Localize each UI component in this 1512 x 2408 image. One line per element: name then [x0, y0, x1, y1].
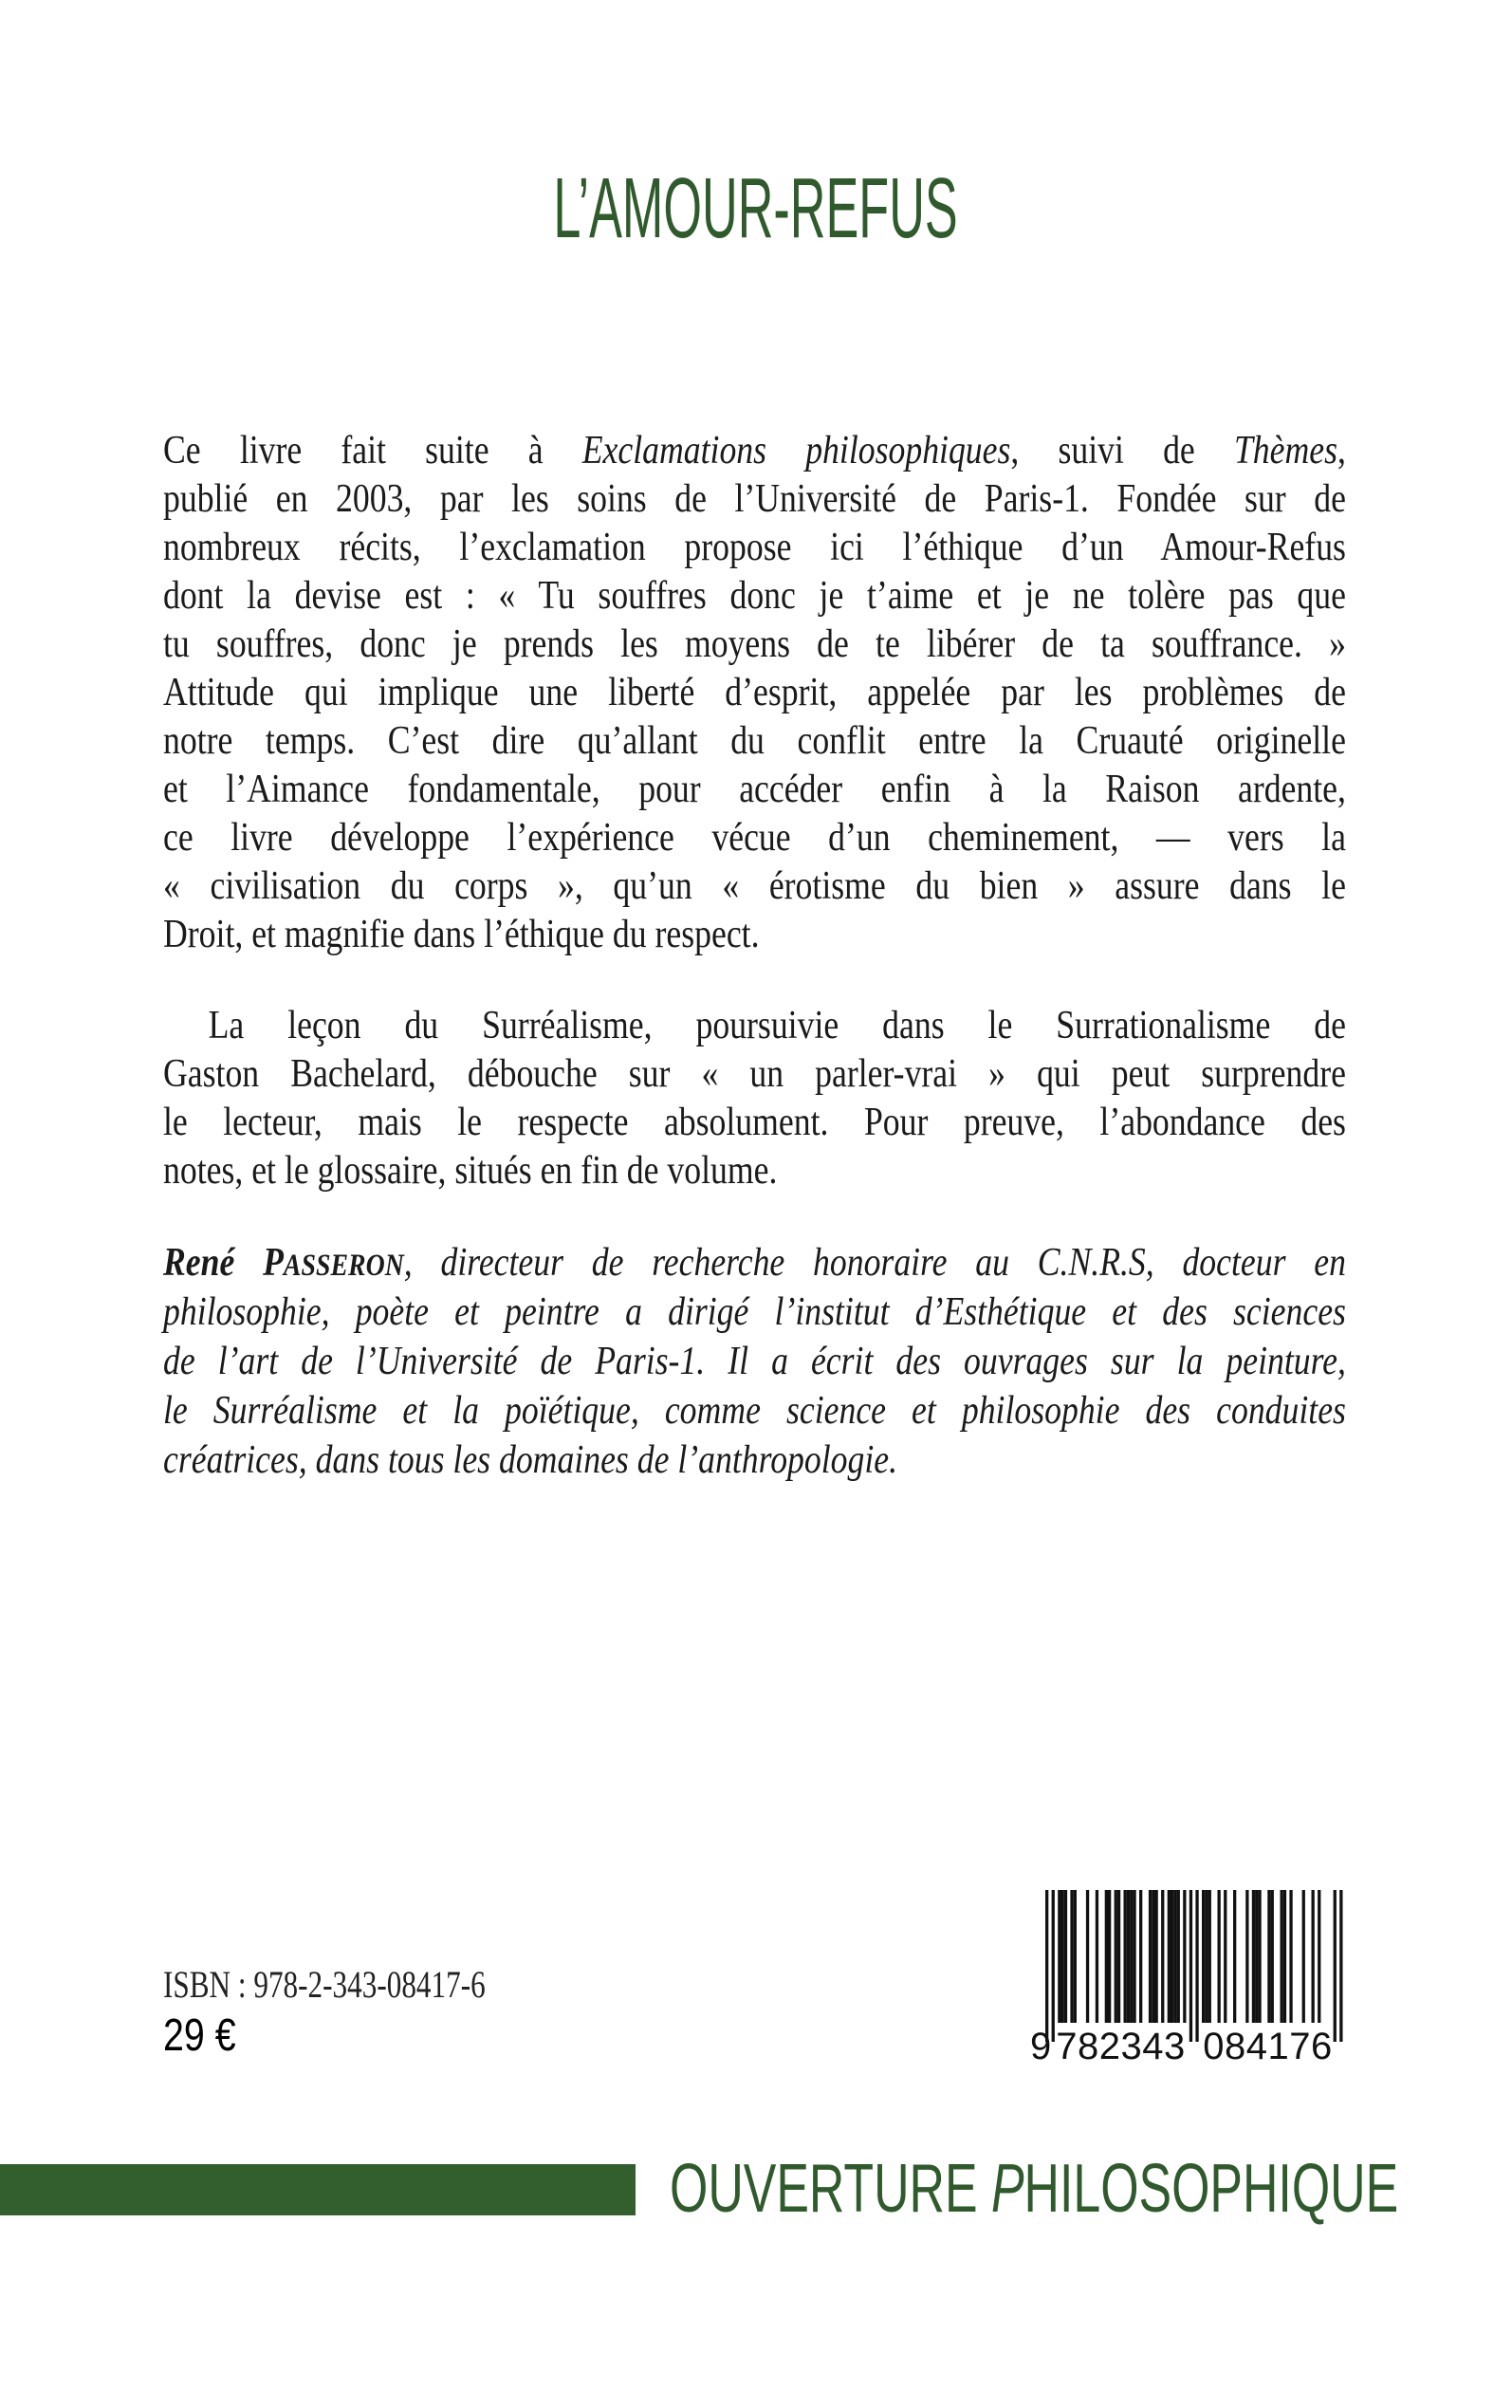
barcode-bar — [1139, 1890, 1142, 2023]
text-line — [163, 862, 1346, 911]
text-run: dont la devise est : « Tu souffres donc je t’aime et je ne tolère pas que — [163, 574, 1346, 618]
text-line — [163, 669, 1346, 717]
italic-text: Thèmes — [1233, 429, 1338, 472]
text-run: , suivi de — [1010, 429, 1234, 472]
barcode-bar — [1281, 1890, 1283, 2023]
text-run: notes, et le glossaire, situés en fin de volume. — [163, 1149, 778, 1193]
barcode-bar — [1334, 1890, 1337, 2042]
text-run: et l’Aimance fondamentale, pour accéder enfin à la Raison ardente, — [163, 768, 1346, 811]
text-run: Gaston Bachelard, débouche sur « un parler-vrai » qui peut surprendre — [163, 1052, 1346, 1096]
text-line — [163, 475, 1346, 524]
barcode-digits: 084176 — [1203, 2026, 1333, 2067]
barcode-bar — [1096, 1890, 1098, 2023]
barcode-bar — [1108, 1890, 1111, 2023]
italic-text: Exclamations philosophiques — [581, 429, 1011, 472]
barcode-bar — [1245, 1890, 1248, 2023]
price: 29 € — [163, 2010, 236, 2061]
barcode-bar — [1058, 1890, 1060, 2023]
barcode-bar — [1061, 1890, 1064, 2023]
text-run: créatrices, dans tous les domaines de l’anthropologie. — [163, 1438, 898, 1482]
barcode-bar — [1271, 1890, 1274, 2023]
barcode-bar — [1205, 1890, 1208, 2023]
book-title: L’AMOUR-REFUS — [553, 161, 959, 256]
barcode-bar — [1208, 1890, 1211, 2023]
barcode-bar — [1045, 1890, 1048, 2042]
barcode-bar — [1255, 1890, 1258, 2023]
barcode-bar — [1155, 1890, 1158, 2023]
barcode-bar — [1312, 1890, 1315, 2023]
series-color-bar — [0, 2164, 636, 2215]
barcode-bar — [1149, 1890, 1152, 2023]
barcode-bar — [1064, 1890, 1067, 2023]
barcode-bar — [1171, 1890, 1173, 2023]
text-run: nombreux récits, l’exclamation propose ici l’éthique d’un Amour-Refus — [163, 526, 1346, 569]
barcode-bar — [1252, 1890, 1255, 2023]
text-run: , — [1337, 429, 1346, 472]
barcode-bar — [1117, 1890, 1120, 2023]
text-run: René P — [163, 1241, 284, 1285]
barcode-bar — [1130, 1890, 1133, 2023]
barcode-bar — [1189, 1890, 1192, 2042]
blurb-paragraph-2 — [163, 1002, 1346, 1195]
text-run: « civilisation du corps », qu’un « érotisme du bien » assure dans le — [163, 864, 1346, 908]
barcode-bar — [1302, 1890, 1305, 2023]
text-run: Attitude qui implique une liberté d’esprit, appelée par les problèmes de — [163, 671, 1346, 714]
text-line — [163, 524, 1346, 572]
barcode-bar — [1105, 1890, 1108, 2023]
text-line — [163, 1099, 1346, 1147]
barcode-bar — [1124, 1890, 1127, 2023]
text-run: le lecteur, mais le respecte absolument. Pour preuve, l’abondance des — [163, 1101, 1346, 1144]
barcode-bar — [1283, 1890, 1286, 2023]
barcode-bar — [1086, 1890, 1089, 2023]
barcode-bar — [1233, 1890, 1236, 2023]
text-line — [163, 1050, 1346, 1099]
barcode-bar — [1152, 1890, 1154, 2023]
barcode-bar — [1258, 1890, 1261, 2023]
barcode-bar — [1267, 1890, 1270, 2023]
text-line — [163, 1337, 1346, 1386]
barcode-bar — [1202, 1890, 1205, 2023]
barcode-bar — [1161, 1890, 1164, 2023]
text-run: notre temps. C’est dire qu’allant du conflit entre la Cruauté originelle — [163, 719, 1346, 763]
barcode-bar — [1195, 1890, 1198, 2042]
text-line — [163, 1287, 1346, 1337]
barcode-bar — [1339, 1890, 1342, 2042]
text-line — [163, 814, 1346, 862]
barcode-digits: 9 — [1030, 2026, 1052, 2067]
blurb-paragraph-1 — [163, 427, 1346, 959]
text-run: philosophie, poète et peintre a dirigé l’institut d’Esthétique et des sciences — [163, 1290, 1346, 1334]
barcode-bar — [1133, 1890, 1135, 2023]
barcode-bar — [1173, 1890, 1176, 2023]
barcode-bar — [1127, 1890, 1130, 2023]
text-line — [163, 717, 1346, 766]
text-line — [163, 1147, 1346, 1195]
barcode-bar — [1115, 1890, 1117, 2023]
text-line — [163, 1386, 1346, 1436]
text-run: La leçon du Surréalisme, poursuivie dans le Surrationalisme de — [208, 1004, 1346, 1047]
isbn-barcode — [1024, 1888, 1347, 2068]
text-line — [163, 911, 1346, 959]
text-run: ASSERON — [283, 1249, 404, 1283]
barcode-bar — [1168, 1890, 1171, 2023]
text-run: de l’art de l’Université de Paris-1. Il a écrit des ouvrages sur la peinture, — [163, 1340, 1346, 1383]
barcode-digits: 782343 — [1056, 2026, 1186, 2067]
barcode-bar — [1218, 1890, 1221, 2023]
series-name: OUVERTURE PHILOSOPHIQUE — [670, 2151, 1399, 2227]
text-run: tu souffres, donc je prends les moyens de te libérer de ta souffrance. » — [163, 622, 1346, 666]
text-run: ce livre développe l’expérience vécue d’un cheminement, — vers la — [163, 816, 1346, 860]
text-line — [163, 766, 1346, 814]
text-run: , directeur de recherche honoraire au C.N.R.S, docteur en — [403, 1241, 1346, 1285]
barcode-bar — [1070, 1890, 1073, 2023]
barcode-bar — [1183, 1890, 1186, 2023]
text-line — [163, 427, 1346, 475]
text-run: le Surréalisme et la poïétique, comme science et philosophie des conduites — [163, 1389, 1346, 1433]
barcode-bar — [1289, 1890, 1292, 2023]
barcode-bar — [1224, 1890, 1226, 2023]
text-line — [163, 1436, 1346, 1485]
isbn: ISBN : 978-2-343-08417-6 — [163, 1963, 486, 2006]
barcode-bar — [1074, 1890, 1077, 2023]
text-line — [163, 1238, 1346, 1287]
text-line — [163, 572, 1346, 621]
text-line — [163, 1002, 1346, 1050]
text-run: publié en 2003, par les soins de l’Université de Paris-1. Fondée sur de — [163, 477, 1346, 521]
barcode-bar — [1052, 1890, 1055, 2042]
text-run: Ce livre fait suite à — [163, 429, 582, 472]
author-bio — [163, 1238, 1346, 1485]
text-line — [163, 621, 1346, 669]
barcode-bar — [1177, 1890, 1180, 2023]
text-run: Droit, et magnifie dans l’éthique du respect. — [163, 913, 760, 956]
barcode-bar — [1318, 1890, 1320, 2023]
